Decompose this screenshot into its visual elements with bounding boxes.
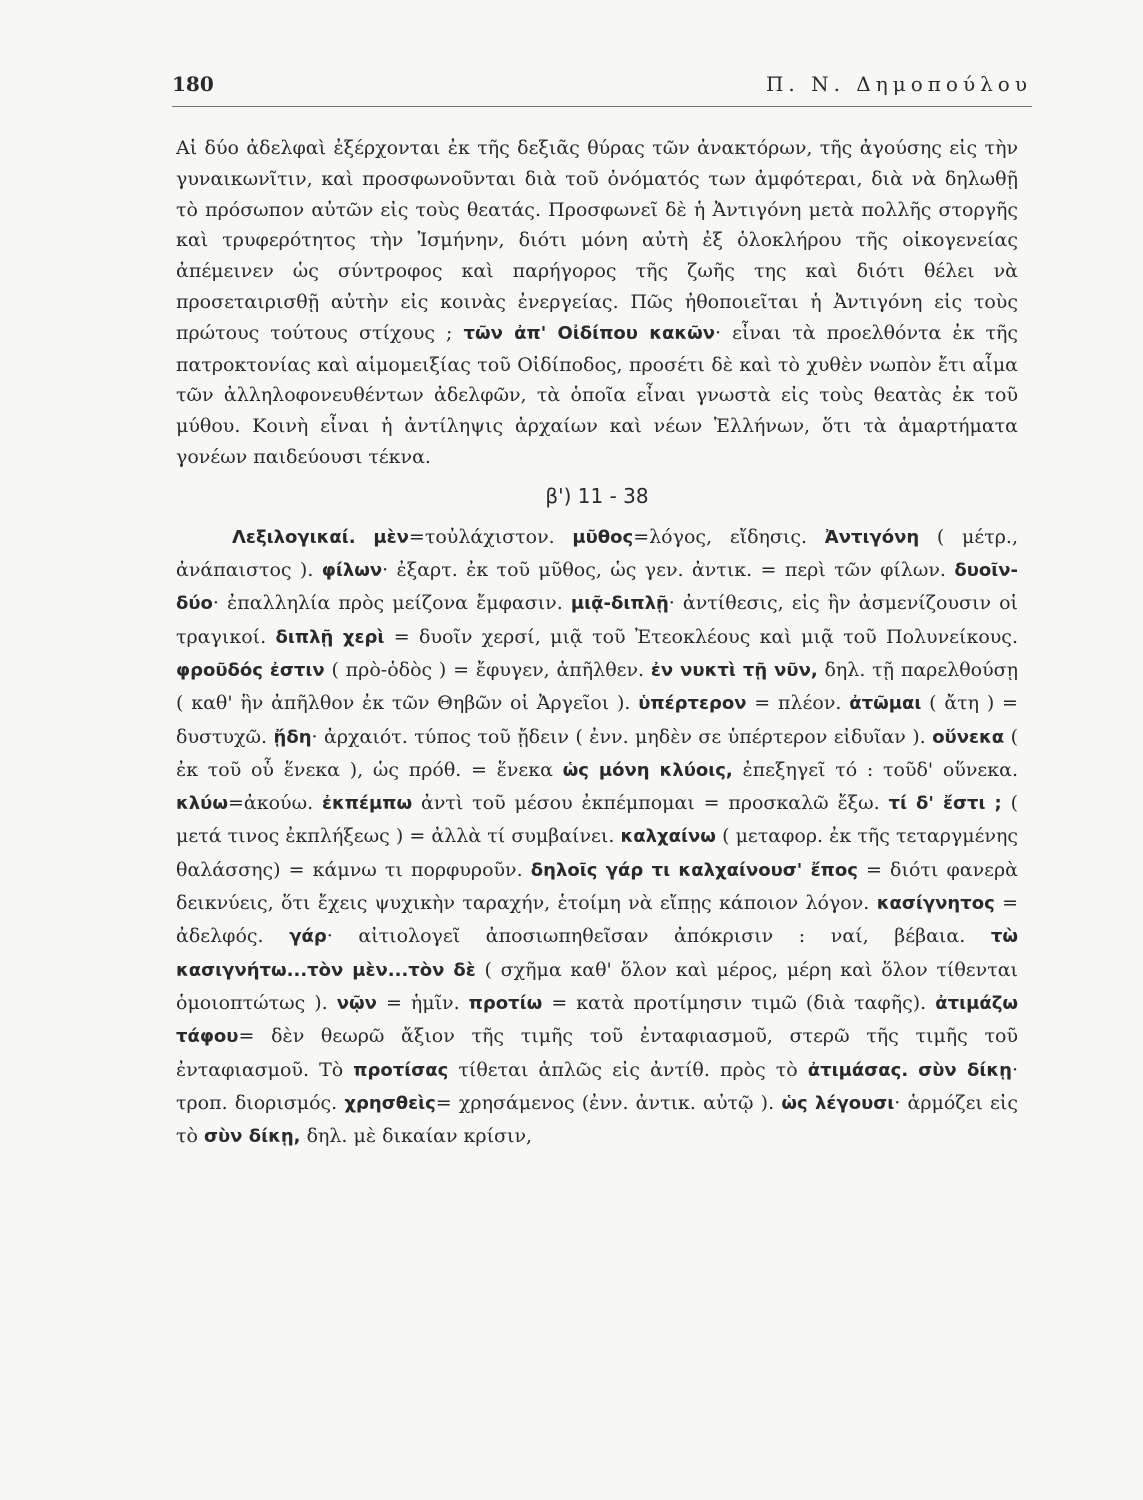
gloss-text: =ἀκούω. [227,792,322,815]
lemma-term: χρησθεὶς [344,1092,436,1114]
lemma-term: τί δ' ἔστι ; [888,793,1002,815]
lemma-term: ἐν νυκτὶ τῇ νῦν, [650,659,818,681]
lemma-term: νῷν [336,992,377,1014]
gloss-text: · ἁρμόζει εἰς τὸ [176,1091,1018,1148]
lemma-term: φίλων [321,560,383,582]
lexical-heading: Λεξιλογικαί. [232,526,356,548]
lemma-term: ἀτιμάζω τάφου [176,992,1018,1048]
gloss-text: =λόγος, εἴδησις. [633,525,825,548]
lemma-term: τὼ κασιγνήτω...τὸν μὲν...τὸν δὲ [176,926,1018,981]
lemma-term: σὺν δίκῃ [918,1059,1012,1081]
lemma-term: ὑπέρτερον [638,693,747,715]
lemma-term: δηλοῖς γάρ τι καλχαίνουσ' ἔπος [530,859,858,881]
lemma-term: ὡς λέγουσι [781,1092,895,1114]
lemma-term: κασίγνητος [876,893,995,915]
lemma-term: μιᾷ-διπλῇ [570,593,669,615]
gloss-text: · τροπ. διορισμός. [176,1058,1019,1114]
gloss-text: = δυοῖν χερσί, μιᾷ τοῦ Ἐτεοκλέους καὶ μιᾷ τοῦ Πολυνείκους. [384,625,1018,648]
bold-term: τῶν ἀπ' Οἰδίπου κακῶν [463,322,716,344]
gloss-text: δηλ. μὲ δικαίαν κρίσιν, [300,1125,533,1148]
lemma-term: ἀτιμάσας. [807,1059,909,1081]
page-number: 180 [172,72,214,96]
lemma-term: σὺν δίκῃ, [204,1126,301,1148]
lemma-term: δυοῖν-δύο [176,560,1018,615]
lemma-term: Ἀντιγόνη [824,526,920,548]
gloss-text: τίθεται ἁπλῶς εἰς ἀντίθ. πρὸς τὸ [448,1058,808,1081]
lemma-term: οὕνεκα [932,726,1005,748]
lemma-term: διπλῇ χερὶ [275,626,385,648]
gloss-text [908,1059,918,1081]
gloss-text: = ἀδελφός. [176,892,1018,948]
gloss-text: δηλ. τῇ παρελθούσῃ ( καθ' ἣν ἀπῆλθον ἐκ τῶν Θηβῶν οἱ Ἀργεῖοι ). [176,658,1018,715]
lemma-term: ὡς μόνη κλύοις, [562,759,733,781]
lemma-term: προτίω [468,992,543,1014]
lemma-term: προτίσας [353,1059,449,1081]
gloss-text: ἐπεξηγεῖ τό : τοῦδ' οὕνεκα. [732,758,1018,781]
body-text [176,133,1018,1153]
lemma-term: κλύω [176,793,228,815]
gloss-text: ( μέτρ., ἀνάπαιστος ). [176,525,1018,582]
intro-paragraph [176,133,1018,473]
gloss-text: ( ἐκ τοῦ οὗ ἕνεκα ), ὡς πρόθ. = ἕνεκα [176,725,1019,781]
section-heading: β') 11 - 38 [545,483,649,508]
gloss-text: = διότι φανερὰ δεικνύεις, ὅτι ἔχεις ψυχικὴν ταραχήν, ἑτοίμη νὰ εἴπῃς κάποιον λόγον. [176,858,1018,915]
gloss-text: = χρησάμενος (ἐνν. ἀντικ. αὐτῷ ). [435,1091,782,1114]
lemma-term: φροῦδός ἐστιν [176,659,325,681]
gloss-text: = κατὰ προτίμησιν τιμῶ (διὰ ταφῆς). [542,991,936,1014]
page-header [172,70,1032,107]
gloss-text: ( ἄτη ) = δυστυχῶ. [176,692,1018,748]
gloss-text: ( πρὸ-ὁδὸς ) = ἔφυγεν, ἀπῆλθεν. [324,658,651,681]
gloss-text: ( σχῆμα καθ' ὅλον καὶ μέρος, μέρη καὶ ὅλον τίθενται ὁμοιοπτώτως ). [176,958,1018,1014]
running-title: Π. Ν. Δημοπούλου [765,72,1032,96]
gloss-text: · αἰτιολογεῖ ἀποσιωπηθεῖσαν ἀπόκρισιν : ναί, βέβαια. [326,925,991,948]
lemma-term: ἐκπέμπω [321,793,413,815]
lemma-term: ᾔδη [273,726,312,748]
gloss-text: · ἀντίθεσις, εἰς ἣν ἀσμενίζουσιν οἱ τραγικοί. [176,592,1018,648]
intro-text-1: Αἱ δύο ἀδελφαὶ ἐξέρχονται ἐκ τῆς δεξιᾶς θύρας τῶν ἀνακτόρων, τῆς ἀγούσης εἰς τὴν γυναικωνῖτιν, καὶ προσφωνοῦνται διὰ τοῦ ὀνόματός των ἀμφότεραι, διὰ νὰ δηλωθῇ τὸ πρόσωπον αὐτῶν εἰς τοὺς θεατάς. Προσφωνεῖ δὲ ἡ Ἀντιγόνη μετὰ πολλῆς στοργῆς καὶ τρυφερότητος τὴν Ἰσμήνην, διότι μόνη αὐτὴ ἐξ ὁλοκλήρου τῆς οἰκογενείας ἀπέμεινεν ὡς σύντροφος καὶ παρήγορος τῆς ζωῆς της καὶ διότι θέλει νὰ προσεταιρισθῇ αὐτὴν εἰς κοινὰς ἐνεργείας. Πῶς ἠθοποιεῖται ἡ Ἀντιγόνη εἰς τοὺς πρώτους τούτους στίχους ; [176,137,1018,344]
gloss-text: ( μετά τινος ἐκπλήξεως ) = ἀλλὰ τί συμβαίνει. [176,792,1019,848]
lemma-term: ἀτῶμαι [849,693,922,715]
gloss-text: =τοὐλάχιστον. [408,525,573,548]
gloss-text: = πλέον. [746,692,850,715]
lemma-term: μὲν [373,526,409,548]
gloss-text: · ἐπαλληλία πρὸς μείζονα ἔμφασιν. [212,592,571,615]
lemma-term: γάρ [289,926,327,948]
lexical-paragraph [176,521,1018,1154]
gloss-text: = δὲν θεωρῶ ἄξιον τῆς τιμῆς τοῦ ἐνταφιασμοῦ, στερῶ τῆς τιμῆς τοῦ ἐνταφιασμοῦ. Τὸ [176,1025,1018,1081]
gloss-text: · ἀρχαιότ. τύπος τοῦ ᾔδειν ( ἐνν. μηδὲν σε ὑπέρτερον εἰδυῖαν ). [311,725,933,748]
lemma-term: καλχαίνω [620,826,716,848]
lemma-term: μῦθος [572,526,634,548]
gloss-text: ἀντὶ τοῦ μέσου ἐκπέμπομαι = προσκαλῶ ἔξω. [412,792,889,815]
gloss-text: ( μεταφορ. ἐκ τῆς τεταργμένης θαλάσσης) = κάμνω τι πορφυροῦν. [176,825,1018,881]
gloss-text [356,526,374,548]
intro-text-2: · εἶναι τὰ προελθόντα ἐκ τῆς πατροκτονίας καὶ αἱμομειξίας τοῦ Οἰδίποδος, προσέτι δὲ καὶ τὸ χυθὲν νωπὸν ἔτι αἷμα τῶν ἀλληλοφονευθέντων ἀδελφῶν, τὰ ὁποῖα εἶναι γνωστὰ εἰς τοὺς θεατὰς ἐκ τοῦ μύθου. Κοινὴ εἶναι ἡ ἀντίληψις ἀρχαίων καὶ νέων Ἑλλήνων, ὅτι τὰ ἁμαρτήματα γονέων παιδεύουσι τέκνα. [176,321,1018,468]
gloss-text: = ἡμῖν. [376,991,469,1014]
gloss-text: · ἐξαρτ. ἐκ τοῦ μῦθος, ὡς γεν. ἀντικ. = περὶ τῶν φίλων. [382,559,955,582]
